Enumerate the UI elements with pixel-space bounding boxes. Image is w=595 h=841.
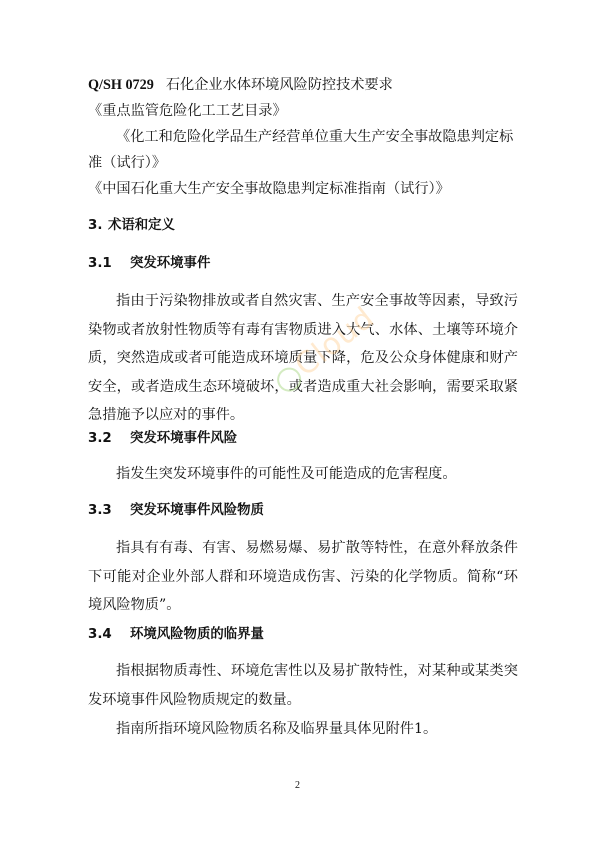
reference-item: 《中国石化重大生产安全事故隐患判定标准指南（试行）》 bbox=[88, 181, 450, 197]
reference-item bbox=[88, 72, 518, 98]
term-heading bbox=[88, 255, 210, 273]
term-number: 3.3 bbox=[88, 503, 112, 518]
term-number: 3.4 bbox=[88, 627, 112, 642]
normative-references bbox=[88, 72, 518, 202]
term-heading bbox=[88, 626, 264, 644]
reference-code: Q/SH 0729 bbox=[88, 77, 154, 93]
term-number: 3.1 bbox=[88, 256, 112, 271]
section-number: 3. bbox=[88, 218, 103, 233]
reference-item: 《化工和危险化学品生产经营单位重大生产安全事故隐患判定标准（试行）》 bbox=[88, 129, 514, 171]
reference-title: 石化企业水体环境风险防控技术要求 bbox=[165, 77, 393, 93]
term-heading bbox=[88, 430, 237, 448]
section-title: 术语和定义 bbox=[108, 218, 175, 233]
term-heading bbox=[88, 502, 264, 520]
term-number: 3.2 bbox=[88, 431, 112, 446]
section-heading bbox=[88, 217, 175, 235]
watermark-text: Cloud bbox=[288, 300, 382, 384]
term-definition: 指发生突发环境事件的可能性及可能造成的危害程度。 bbox=[116, 466, 457, 482]
term-definition: 指根据物质毒性、环境危害性以及易扩散特性，对某种或某类突发环境事件风险物质规定的数量。 bbox=[88, 663, 518, 708]
term-note: 指南所指环境风险物质名称及临界量具体见附件1。 bbox=[116, 721, 438, 737]
term-title: 突发环境事件风险 bbox=[130, 431, 238, 446]
reference-item: 《重点监管危险化工工艺目录》 bbox=[88, 103, 287, 119]
term-definition: 指由于污染物排放或者自然灾害、生产安全事故等因素，导致污染物或者放射性物质等有毒有害物质进入大气、水体、土壤等环境介质，突然造成或者可能造成环境质量下降，危及公众身体健康和财产安全，或者造成生态环境破坏，或者造成重大社会影响，需要采取紧急措施予以应对的事件。 bbox=[88, 293, 518, 424]
term-title: 环境风险物质的临界量 bbox=[130, 627, 264, 642]
page-number: 2 bbox=[295, 780, 300, 791]
term-definition: 指具有有毒、有害、易燃易爆、易扩散等特性，在意外释放条件下可能对企业外部人群和环境造成伤害、污染的化学物质。简称“环境风险物质”。 bbox=[88, 540, 518, 614]
term-title: 突发环境事件 bbox=[130, 256, 211, 271]
term-title: 突发环境事件风险物质 bbox=[130, 503, 264, 518]
